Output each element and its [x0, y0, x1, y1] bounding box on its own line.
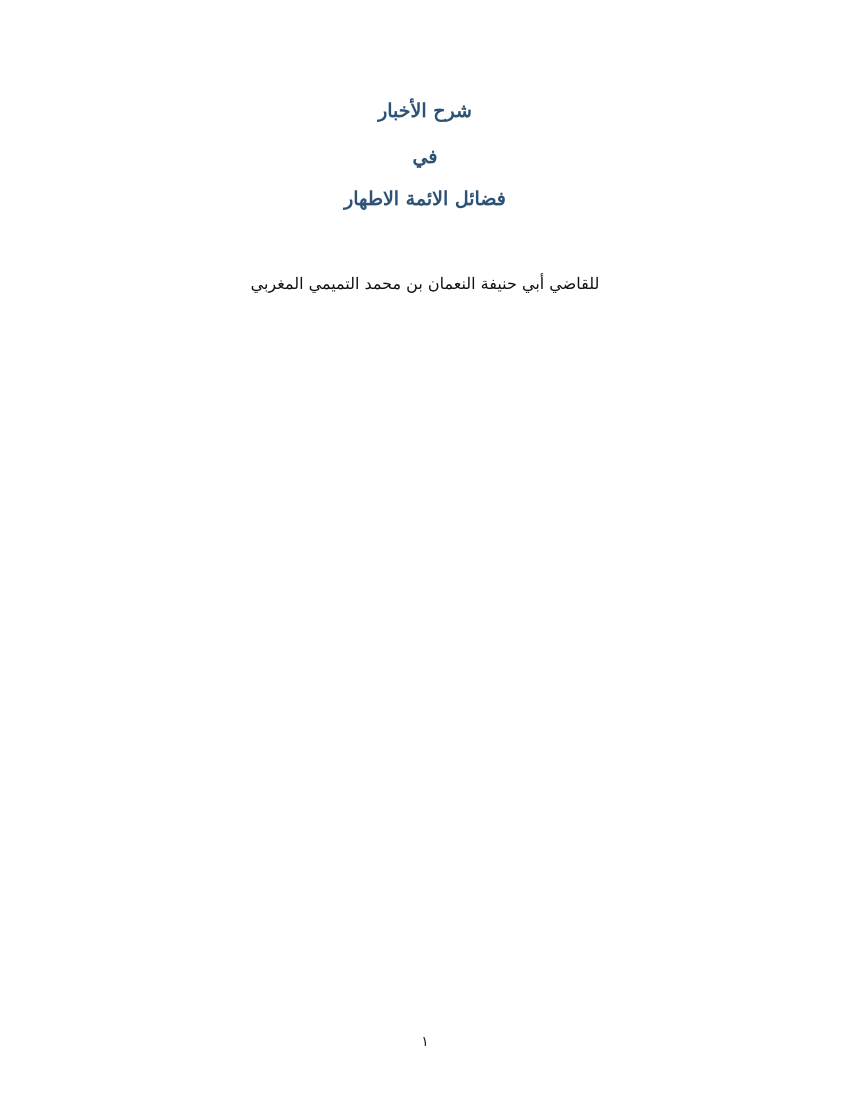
title-line-1: شرح الأخبار	[378, 100, 472, 122]
page-number: ١	[421, 1034, 429, 1050]
title-line-2: في	[412, 146, 438, 168]
author-line: للقاضي أبي حنيفة النعمان بن محمد التميمي المغربي	[250, 274, 600, 293]
title-line-3: فضائل الائمة الاطهار	[344, 188, 506, 210]
